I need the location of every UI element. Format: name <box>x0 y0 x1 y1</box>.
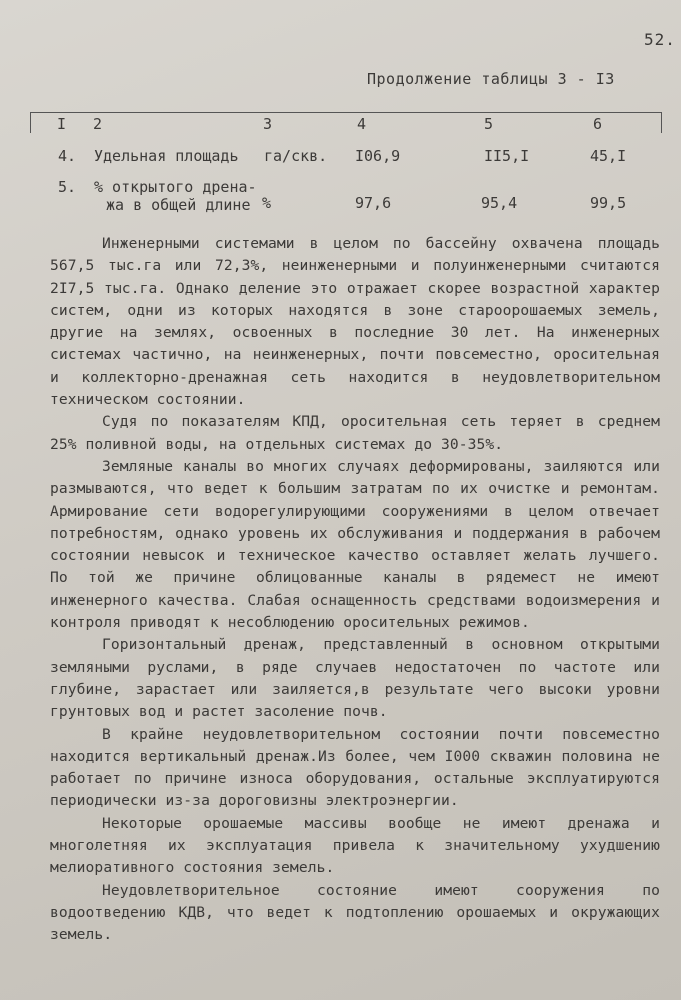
paragraph: Некоторые орошаемые массивы вообще не имеют дренажа и многолетняя их эксплуатация привела к значительному ухудшению мелиоративного состояния земель. <box>50 814 660 877</box>
row-name: Удельная площадь <box>94 147 239 165</box>
row-value-col5: 95,4 <box>481 194 518 212</box>
table-header-row <box>30 112 662 133</box>
table-caption: Продолжение таблицы 3 - I3 <box>367 70 615 88</box>
table-header-cell: 3 <box>263 115 273 133</box>
paragraph: Горизонтальный дренаж, представленный в основном открытыми земляными руслами, в ряде случаев недостаточен по частоте или глубине, зарастает или заиляется,в результате чего высоки уровни грунтовых вод и растет засоление почв. <box>50 636 660 721</box>
paragraph: Инженерными системами в целом по бассейну охвачена площадь 567,5 тыс.га или 72,3%, неинженерными и полуинженерными считаются 2I7,5 тыс.га. Однако деление это отражает скорее возрастной характер систем, одни из которых находятся в зоне староорошаемых земель, другие на землях, освоенных в последние 30 лет. На инженерных системах частично, на неинженерных, почти повсеместно, оросительная и коллекторно-дренажная сеть находится в неудовлетворительном техническом состоянии. <box>50 235 660 409</box>
page-number: 52. <box>644 30 676 49</box>
table-header-cell: 2 <box>93 115 103 133</box>
paragraph: В крайне неудовлетворительном состоянии почти повсеместно находится вертикальный дренаж.Из более, чем I000 скважин половина не работает по причине износа оборудования, остальные эксплуатируются периодически из-за дороговизны электроэнергии. <box>50 725 660 810</box>
row-value-col6: 99,5 <box>590 194 627 212</box>
row-value-col6: 45,I <box>590 147 627 165</box>
paragraph: Неудовлетворительное состояние имеют сооружения по водоотведению КДВ, что ведет к подтоплению орошаемых и окружающих земель. <box>50 881 660 944</box>
row-name-continued: жа в общей длине <box>106 196 251 214</box>
row-value-col4: I06,9 <box>355 147 401 165</box>
row-unit: га/скв. <box>264 147 328 165</box>
body-text <box>50 233 660 947</box>
row-number: 5. <box>58 178 77 196</box>
table-header-cell: 4 <box>357 115 367 133</box>
row-name: % открытого дрена- <box>94 178 257 196</box>
table-header-cell: I <box>57 115 67 133</box>
row-value-col4: 97,6 <box>355 194 392 212</box>
row-number: 4. <box>58 147 77 165</box>
table-header-cell: 5 <box>484 115 494 133</box>
row-value-col5: II5,I <box>484 147 530 165</box>
table-header-cell: 6 <box>593 115 603 133</box>
row-unit: % <box>262 194 272 212</box>
paragraph: Земляные каналы во многих случаях деформированы, заиляются или размываются, что ведет к большим затратам по их очистке и ремонтам. Армирование сети водорегулирующими сооружениями в целом отвечает потребностям, однако уровень их обслуживания и поддержания в рабочем состоянии невысок и техническое качество оставляет желать лучшего. По той же причине облицованные каналы в рядемест не имеют инженерного качества. Слабая оснащенность средствами водоизмерения и контроля приводят к несоблюдению оросительных режимов. <box>50 457 660 632</box>
paragraph: Судя по показателям КПД, оросительная сеть теряет в среднем 25% поливной воды, на отдельных системах до 30-35%. <box>50 413 660 453</box>
